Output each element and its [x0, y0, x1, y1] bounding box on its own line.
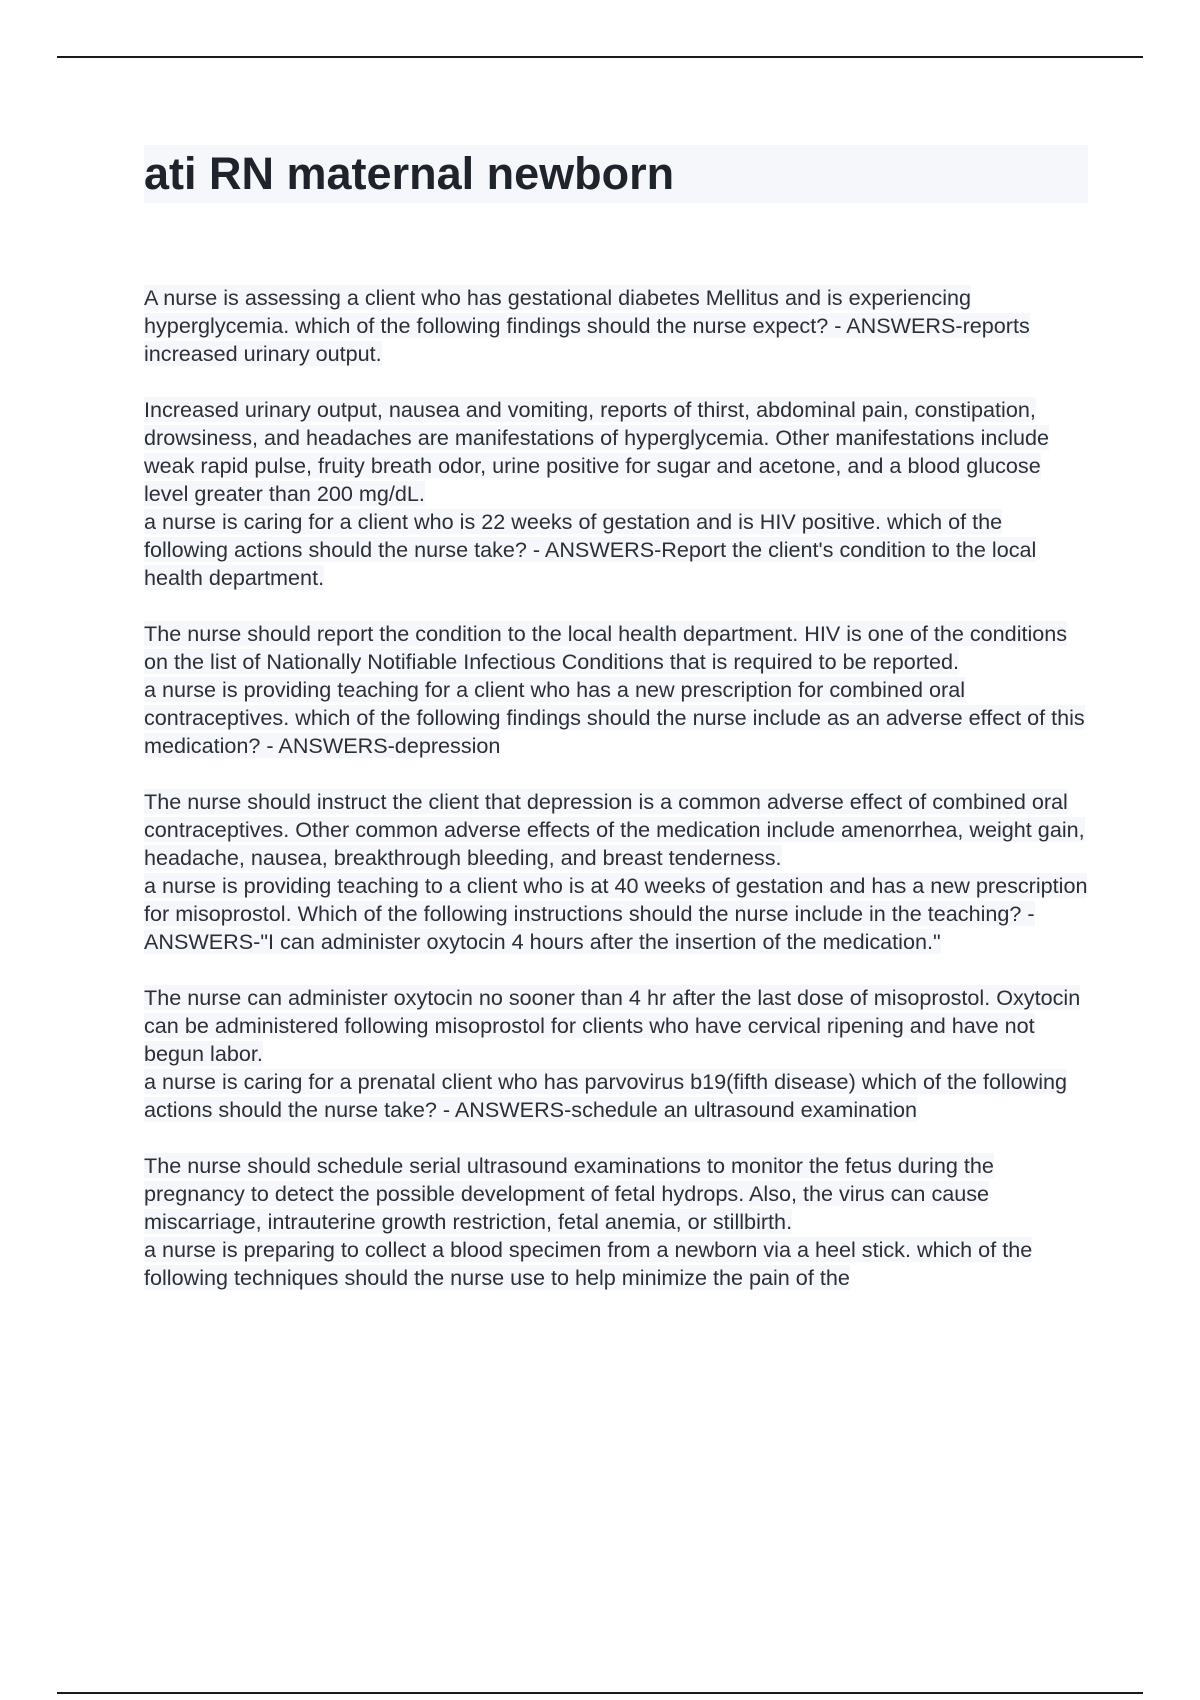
- question-text: a nurse is providing teaching to a client who is at 40 weeks of gestation and has a new prescription for misoprostol. Which of the following instructions should the nurse include in the teaching? - ANSWERS-"I can administer oxytocin 4 hours after the insertion of the medication.": [144, 873, 1088, 954]
- rationale-text: The nurse should report the condition to the local health department. HIV is one of the conditions on the list of Nationally Notifiable Infectious Conditions that is required to be reported.: [144, 621, 1068, 674]
- question-text: a nurse is caring for a prenatal client who has parvovirus b19(fifth disease) which of the following actions should the nurse take? - ANSWERS-schedule an ultrasound examination: [144, 1069, 1068, 1122]
- rationale-2: [144, 620, 1088, 676]
- question-3: [144, 676, 1088, 760]
- question-5: [144, 1068, 1088, 1124]
- title-highlight: [144, 145, 1088, 203]
- rationale-text: The nurse should schedule serial ultrasound examinations to monitor the fetus during the pregnancy to detect the possible development of fetal hydrops. Also, the virus can cause miscarriage, intrauterine growth restriction, fetal anemia, or stillbirth.: [144, 1153, 994, 1234]
- paragraph-gap: [144, 760, 1088, 788]
- question-text: A nurse is assessing a client who has gestational diabetes Mellitus and is experiencing hyperglycemia. which of the following findings should the nurse expect? - ANSWERS-reports increased urinary output.: [144, 285, 1030, 366]
- paragraph-gap: [144, 1124, 1088, 1152]
- rationale-text: The nurse should instruct the client that depression is a common adverse effect of combined oral contraceptives. Other common adverse effects of the medication include amenorrhea, weight gain, headache, nausea, breakthrough bleeding, and breast tenderness.: [144, 789, 1085, 870]
- rationale-4: [144, 984, 1088, 1068]
- question-text: a nurse is providing teaching for a client who has a new prescription for combined oral contraceptives. which of the following findings should the nurse include as an adverse effect of this medication? - ANSWERS-depression: [144, 677, 1085, 758]
- question-text: a nurse is preparing to collect a blood specimen from a newborn via a heel stick. which of the following techniques should the nurse use to help minimize the pain of the: [144, 1237, 1033, 1290]
- rationale-3: [144, 788, 1088, 872]
- question-2: [144, 508, 1088, 592]
- question-1: [144, 284, 1088, 368]
- rationale-text: Increased urinary output, nausea and vomiting, reports of thirst, abdominal pain, constipation, drowsiness, and headaches are manifestations of hyperglycemia. Other manifestations include weak rapid pulse, fruity breath odor, urine positive for sugar and acetone, and a blood glucose level greater than 200 mg/dL.: [144, 397, 1050, 506]
- paragraph-gap: [144, 956, 1088, 984]
- rationale-text: The nurse can administer oxytocin no sooner than 4 hr after the last dose of misoprostol. Oxytocin can be administered following misoprostol for clients who have cervical ripening and have not begun labor.: [144, 985, 1081, 1066]
- page-title: ati RN maternal newborn: [144, 148, 675, 199]
- rationale-1: [144, 396, 1088, 508]
- bottom-rule: [57, 1692, 1143, 1694]
- paragraph-gap: [144, 368, 1088, 396]
- rationale-5: [144, 1152, 1088, 1236]
- document-body: [144, 284, 1088, 1292]
- top-rule: [57, 56, 1143, 58]
- question-6: [144, 1236, 1088, 1292]
- paragraph-gap: [144, 592, 1088, 620]
- question-text: a nurse is caring for a client who is 22 weeks of gestation and is HIV positive. which of the following actions should the nurse take? - ANSWERS-Report the client's condition to the local health department.: [144, 509, 1037, 590]
- question-4: [144, 872, 1088, 956]
